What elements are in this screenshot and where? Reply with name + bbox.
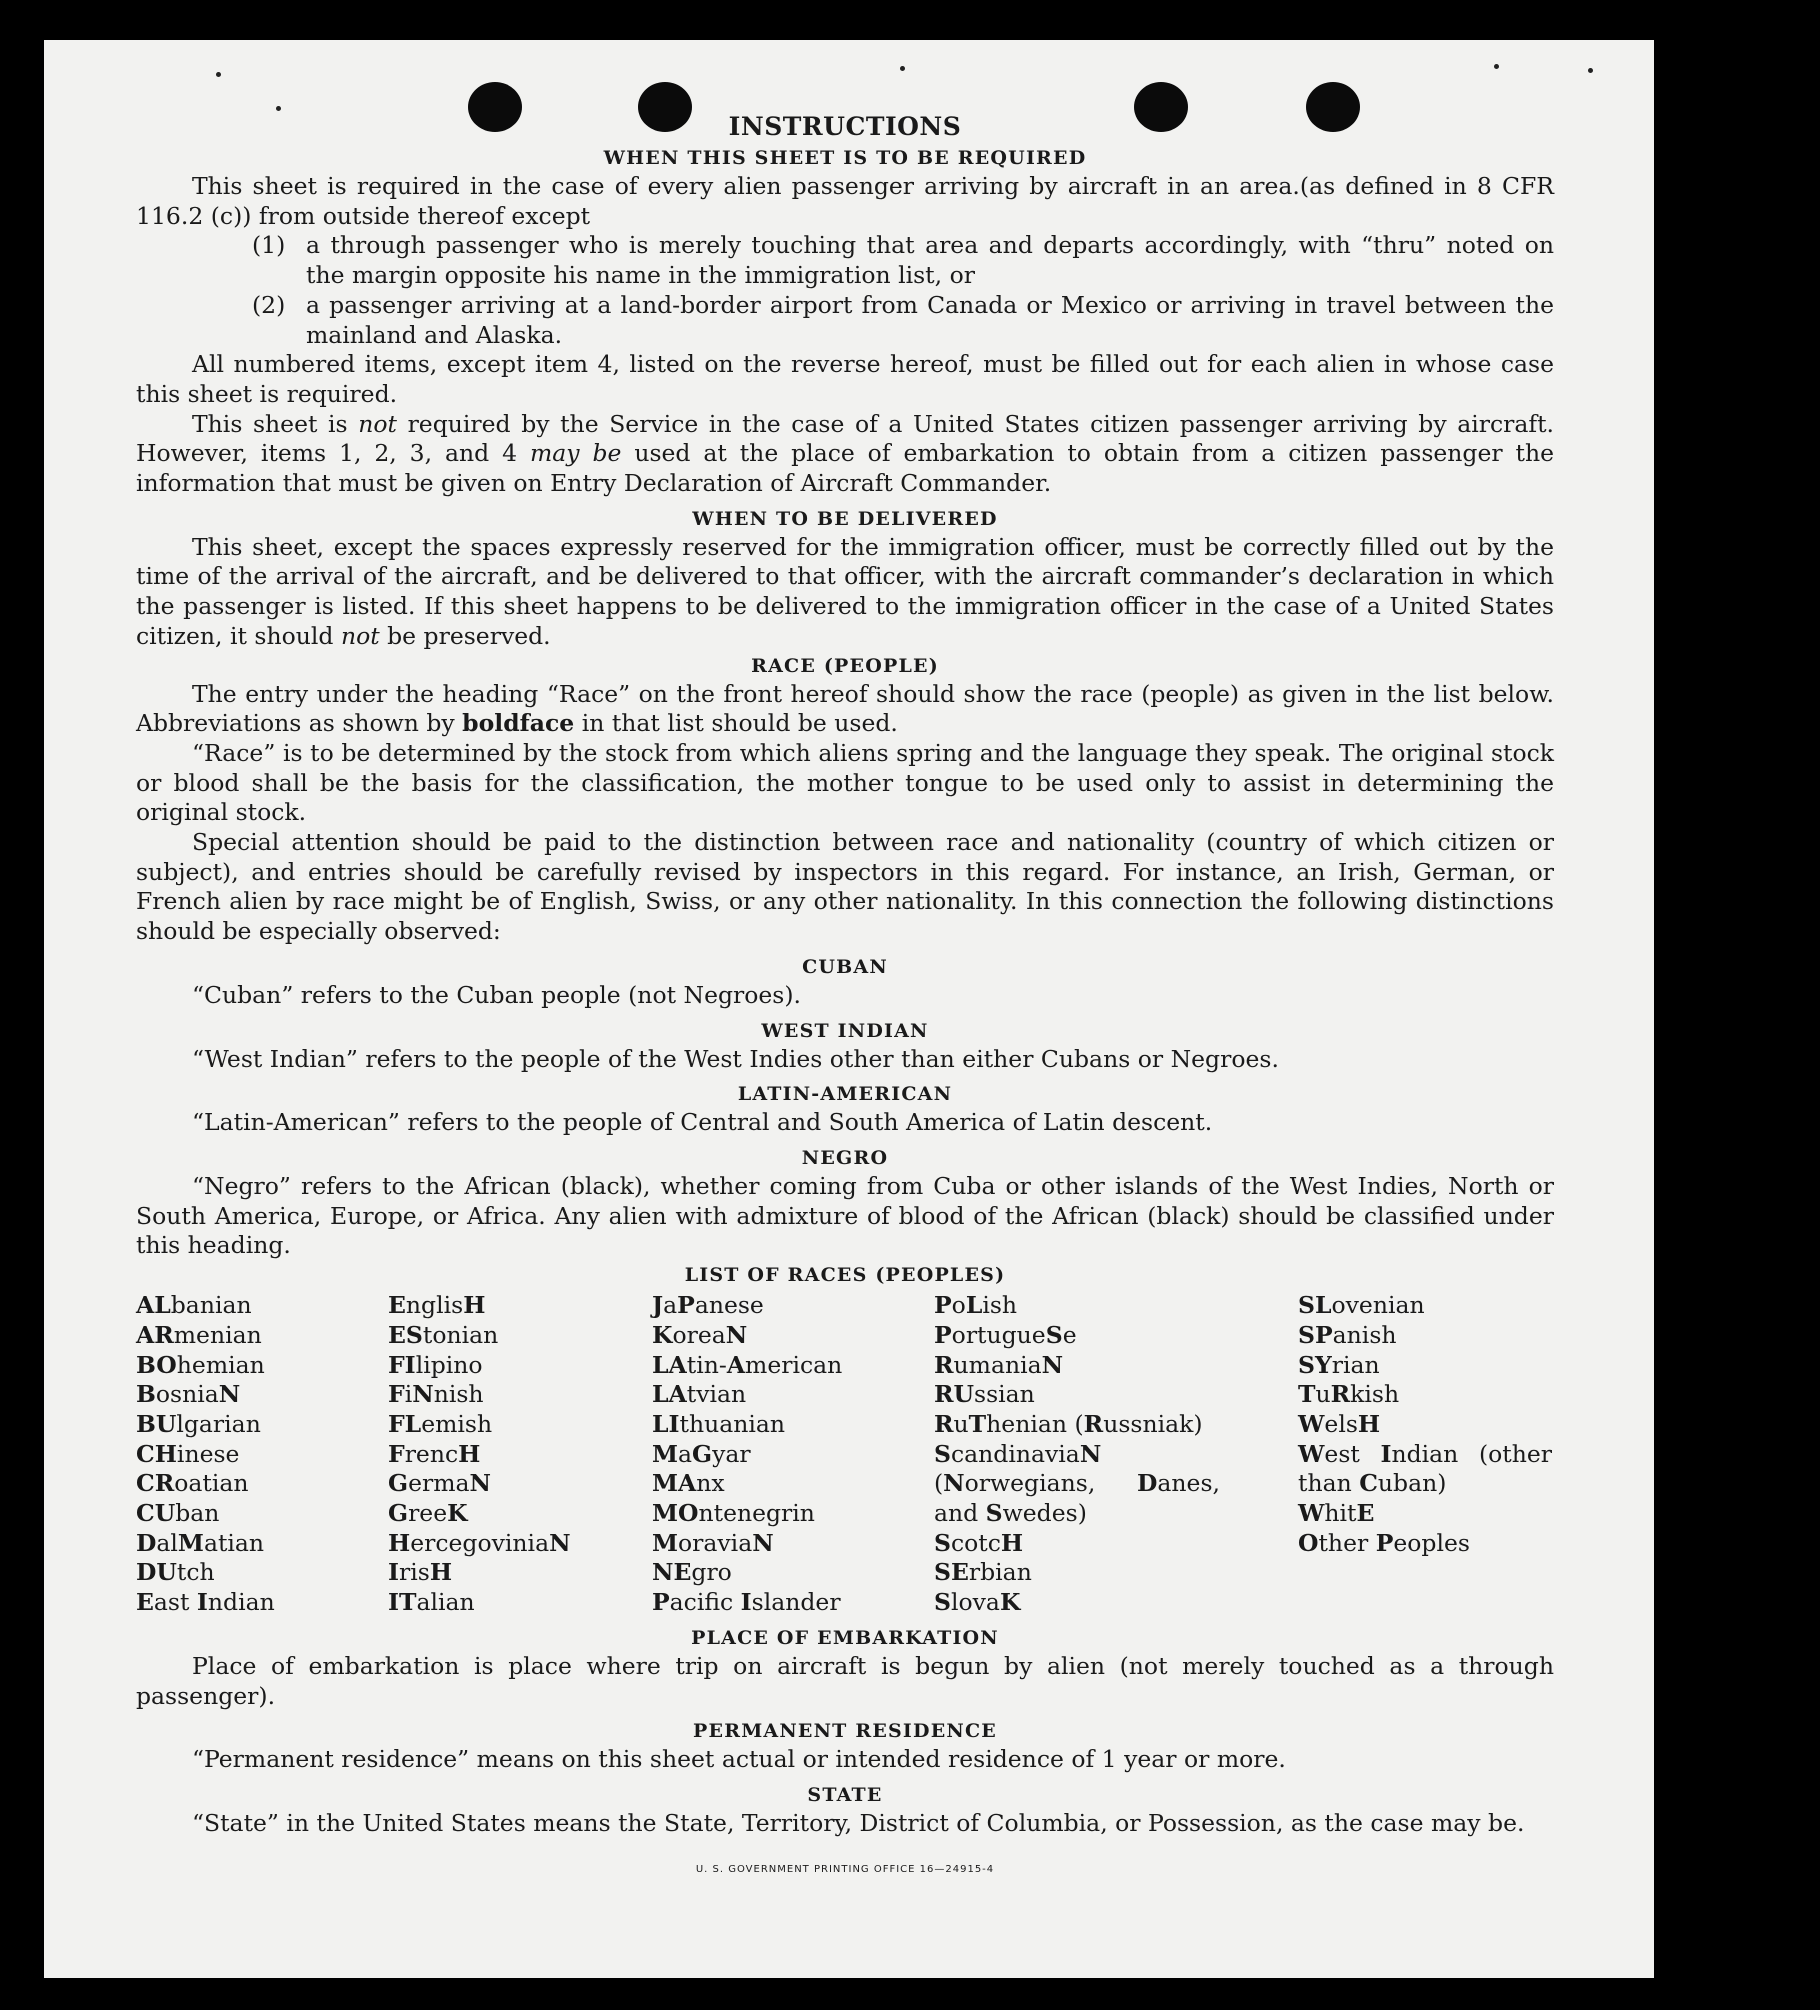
paragraph: “Race” is to be determined by the stock from which aliens spring and the language they speak. The original stock or blood shall be the basis for the classification, the mother tongue to be used only to assist in determining the original stock.: [136, 738, 1554, 827]
text-run: be preserved.: [379, 621, 551, 650]
text-run: This sheet is: [192, 409, 359, 438]
text-run: The entry under the heading “Race” on the front hereof should show the race (people) as given in the list below. Abbreviations as shown by: [136, 679, 1554, 738]
document-sheet: [44, 40, 1654, 1978]
race-entry: WelsH: [1298, 1409, 1381, 1438]
list-item: [136, 231, 1554, 290]
race-entry: RUssian: [934, 1380, 1035, 1409]
section-heading: STATE: [807, 1783, 883, 1806]
paragraph: “State” in the United States means the State, Territory, District of Columbia, or Possession, as the case may be.: [192, 1808, 1525, 1837]
item-number: (1): [252, 231, 286, 260]
race-entry: ScotcH: [934, 1528, 1024, 1557]
paragraph: “Cuban” refers to the Cuban people (not Negroes).: [192, 980, 802, 1009]
race-entry: MaGyar: [652, 1439, 751, 1468]
item-text: a through passenger who is merely touching that area and departs accordingly, with “thru” noted on the margin opposite his name in the immigration list, or: [306, 231, 1554, 290]
race-column: [934, 1291, 1220, 1618]
race-entry: DUtch: [136, 1558, 215, 1587]
text-run: required by the Service in the case of a United States citizen passenger arriving by aircraft. However, items 1, 2, 3, and 4: [136, 409, 1554, 468]
text-run: used at the place of embarkation to obtain from a citizen passenger the information that must be given on Entry Declaration of Aircraft Commander.: [136, 439, 1555, 498]
paragraph: This sheet is required in the case of every alien passenger arriving by aircraft in an area.(as defined in 8 CFR 116.2 (c)) from outside thereof except: [136, 172, 1554, 230]
item-text: a passenger arriving at a land-border airport from Canada or Mexico or arriving in travel between the mainland and Alaska.: [306, 290, 1554, 349]
race-entry: East Indian: [136, 1588, 275, 1617]
race-entry: BUlgarian: [136, 1409, 261, 1438]
paragraph: [136, 533, 1554, 652]
speck: [1588, 68, 1593, 73]
race-entry: CUban: [136, 1499, 220, 1528]
emphasis: not: [358, 409, 397, 438]
race-entry: HercegoviniaN: [388, 1528, 571, 1557]
race-entry: EStonian: [388, 1320, 499, 1349]
race-entry: ARmenian: [136, 1320, 262, 1349]
section-heading: LATIN-AMERICAN: [737, 1083, 953, 1106]
section-heading: PERMANENT RESIDENCE: [693, 1720, 997, 1743]
race-entry: EnglisH: [388, 1291, 486, 1320]
paragraph: “Negro” refers to the African (black), whether coming from Cuba or other islands of the West Indies, North or South America, Europe, or Africa. Any alien with admixture of blood of the African (black) should be classified under this heading.: [136, 1171, 1554, 1260]
page-title: INSTRUCTIONS: [728, 112, 962, 141]
race-spacer: [1220, 1291, 1298, 1618]
race-entry: MAnx: [652, 1469, 725, 1498]
race-column: [136, 1291, 388, 1618]
race-entry: ITalian: [388, 1588, 475, 1617]
section-heading: WEST INDIAN: [761, 1019, 929, 1042]
race-entry: IrisH: [388, 1558, 453, 1587]
race-entry: SErbian: [934, 1558, 1032, 1587]
race-entry: CRoatian: [136, 1469, 249, 1498]
race-entry: LAtvian: [652, 1380, 747, 1409]
instructions-content: [136, 110, 1554, 1884]
race-entry: FIlipino: [388, 1350, 483, 1379]
race-entry: LAtin-American: [652, 1350, 843, 1379]
paragraph: “Latin-American” refers to the people of Central and South America of Latin descent.: [192, 1108, 1213, 1137]
race-entry: JaPanese: [652, 1291, 764, 1320]
paragraph: “Permanent residence” means on this sheet actual or intended residence of 1 year or more.: [192, 1745, 1286, 1774]
speck: [216, 72, 221, 77]
race-entry: PoLish: [934, 1291, 1018, 1320]
race-entry: PortugueSe: [934, 1320, 1077, 1349]
text-run: This sheet, except the spaces expressly reserved for the immigration officer, must be correctly filled out by the time of the arrival of the aircraft, and be delivered to that officer, with the aircraft commander’s declaration in which the passenger is listed. If this sheet happens to be delivered to the immigration officer in the case of a United States citizen, it should: [136, 532, 1554, 650]
race-entry: West Indian (other than Cuban): [1298, 1439, 1552, 1498]
race-entry: DalMatian: [136, 1528, 265, 1557]
section-heading: PLACE OF EMBARKATION: [691, 1626, 999, 1649]
speck: [900, 66, 905, 71]
race-list: [136, 1291, 1554, 1618]
emphasis: not: [340, 621, 380, 650]
printing-office-imprint: U. S. GOVERNMENT PRINTING OFFICE 16—24915-4: [695, 1863, 995, 1875]
race-entry: TuRkish: [1298, 1380, 1400, 1409]
section-heading: WHEN TO BE DELIVERED: [692, 507, 998, 530]
race-entry: FrencH: [388, 1439, 481, 1468]
text-run: in that list should be used.: [574, 709, 898, 738]
race-column: [388, 1291, 652, 1618]
race-entry: SYrian: [1298, 1350, 1380, 1379]
race-entry: MoraviaN: [652, 1528, 774, 1557]
paragraph: Special attention should be paid to the distinction between race and nationality (country of which citizen or subject), and entries should be carefully revised by inspectors in this regard. For instance, an Irish, German, or French alien by race might be of English, Swiss, or any other nationality. In this connection the following distinctions should be especially observed:: [136, 828, 1554, 946]
race-entry: ALbanian: [136, 1291, 252, 1320]
race-entry: SPanish: [1298, 1320, 1397, 1349]
paragraph: “West Indian” refers to the people of the West Indies other than either Cubans or Negroes.: [192, 1044, 1279, 1073]
section-heading: NEGRO: [801, 1146, 889, 1169]
section-heading: LIST OF RACES (PEOPLES): [684, 1264, 1006, 1287]
race-entry: LIthuanian: [652, 1409, 786, 1438]
race-entry: RuThenian (Russniak): [934, 1409, 1203, 1438]
race-entry: KoreaN: [652, 1320, 748, 1349]
race-entry: SlovaK: [934, 1588, 1021, 1617]
race-entry: RumaniaN: [934, 1350, 1064, 1379]
race-entry: WhitE: [1298, 1499, 1375, 1528]
section-heading: CUBAN: [802, 955, 888, 978]
emphasis: may be: [529, 439, 622, 468]
section-heading: WHEN THIS SHEET IS TO BE REQUIRED: [603, 147, 1087, 169]
paragraph: [136, 410, 1554, 499]
paragraph: [136, 680, 1554, 739]
emphasis: boldface: [462, 709, 575, 738]
list-item: [136, 291, 1554, 350]
speck: [1494, 64, 1499, 69]
race-entry: BosniaN: [136, 1380, 241, 1409]
race-entry: Pacific Islander: [652, 1588, 841, 1617]
race-entry: NEgro: [652, 1558, 732, 1587]
race-entry: GreeK: [388, 1499, 468, 1528]
race-column: [1298, 1291, 1552, 1618]
section-heading: RACE (PEOPLE): [751, 654, 939, 677]
race-entry: FiNnish: [388, 1380, 484, 1409]
paragraph: Place of embarkation is place where trip on aircraft is begun by alien (not merely touched as a through passenger).: [136, 1651, 1554, 1710]
race-entry: GermaN: [388, 1469, 491, 1498]
race-column: [652, 1291, 934, 1618]
race-entry: MOntenegrin: [652, 1499, 815, 1528]
item-number: (2): [252, 290, 286, 319]
race-entry: SLovenian: [1298, 1291, 1425, 1320]
paragraph: All numbered items, except item 4, listed on the reverse hereof, must be filled out for each alien in whose case this sheet is required.: [136, 350, 1554, 408]
race-entry: CHinese: [136, 1439, 240, 1468]
race-entry: Other Peoples: [1298, 1528, 1470, 1557]
race-entry: ScandinaviaN (Norwegians, Danes, and Swedes): [934, 1439, 1220, 1528]
race-entry: FLemish: [388, 1409, 493, 1438]
race-entry: BOhemian: [136, 1350, 265, 1379]
